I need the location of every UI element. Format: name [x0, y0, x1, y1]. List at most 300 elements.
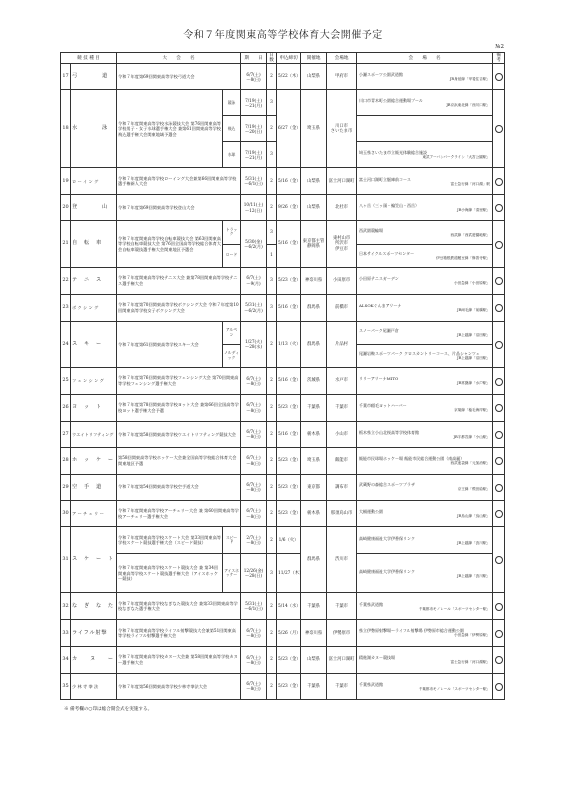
remarks-cell	[493, 447, 505, 474]
remarks-cell	[493, 368, 505, 395]
row-number: 25	[61, 368, 71, 395]
venue-station: JR京浜東北線「西川口駅」	[446, 103, 491, 108]
remarks-cell	[493, 64, 505, 90]
venue-station: 京葉線「稲毛海岸駅」	[454, 408, 491, 413]
remarks-cell	[493, 221, 505, 268]
venue-city: 千葉市	[327, 593, 357, 620]
venue-station: 西武線「西武遊園地駅」	[450, 232, 491, 237]
meet-name: 令和７年度関東高等学校カヌー大会兼 第58回関東高等学校カヌー選手権大会	[117, 647, 241, 674]
venue-city: 飯能市	[327, 447, 357, 474]
remarks-mark	[495, 510, 503, 518]
days-cell: 2	[267, 394, 277, 421]
meet-name: 令和７年度第78回関東高等学校ヨット大会 兼第66回全国高等学校ヨット選手権大会予選	[117, 394, 241, 421]
remarks-cell	[493, 321, 505, 368]
venue-name: 千葉県武道館	[359, 681, 384, 687]
dates-cell: 7/19(土) ～21(月)	[241, 142, 267, 168]
sub-event: ノルディック	[223, 344, 241, 367]
venue-city: 伊勢原市	[327, 620, 357, 647]
deadline-cell: 5/16（金）	[277, 221, 301, 268]
days-cell: 2	[267, 500, 277, 527]
days-cell: 3	[267, 90, 277, 116]
venue-station: 小田急線「小田原駅」	[454, 280, 491, 285]
venue-cell	[357, 64, 493, 90]
deadline-cell: 5/14（水）	[277, 593, 301, 620]
row-number: 34	[61, 647, 71, 674]
deadline-cell: 5/26（月）	[277, 620, 301, 647]
event-name: カ ヌ ー	[71, 647, 117, 674]
header-event: 競 技 種 目	[61, 53, 117, 64]
dates-cell: 6/7(土) ～8(日)	[241, 64, 267, 90]
venue-cell	[357, 244, 493, 267]
venue-city: 小田原市	[327, 267, 357, 294]
venue-cell	[357, 90, 493, 116]
header-days: 日数	[267, 53, 277, 64]
table-row	[61, 321, 505, 344]
venue-station: 西武池袋線「元加治駅」	[450, 460, 491, 465]
venue-cell	[357, 421, 493, 447]
header-dates: 期 日	[241, 53, 267, 64]
venue-cell	[357, 368, 493, 395]
remarks-mark	[495, 630, 503, 638]
remarks-mark	[495, 241, 503, 249]
event-name: テ ニ ス	[71, 267, 117, 294]
dates-cell: 5/30(金) ～6/2(月)	[241, 221, 267, 268]
row-number: 32	[61, 593, 71, 620]
deadline-cell: 11/27（木）	[277, 554, 301, 593]
table-header-row	[61, 53, 505, 64]
days-cell: 2	[267, 647, 277, 674]
event-name: ボ ク シ ン グ	[71, 294, 117, 321]
table-row	[61, 554, 505, 593]
remarks-cell	[493, 593, 505, 620]
sub-event: スピード	[223, 527, 241, 554]
remarks-cell	[493, 474, 505, 500]
days-cell: 2	[267, 593, 277, 620]
venue-name: 千葉県武道館	[359, 601, 384, 607]
venue-name: 千葉市稲毛ヨットハーバー	[359, 403, 407, 409]
venue-cell	[357, 500, 493, 527]
row-number: 35	[61, 673, 71, 699]
sub-event: トラック	[223, 221, 241, 244]
deadline-cell: 5/16（金）	[277, 368, 301, 395]
host-prefecture: 栃木県	[301, 500, 327, 527]
venue-cell	[357, 447, 493, 474]
event-name: 空 手 道	[71, 474, 117, 500]
host-prefecture: 東京都	[301, 474, 327, 500]
venue-name: スノーパーク尾瀬戸倉	[359, 327, 399, 333]
remarks-cell	[493, 421, 505, 447]
deadline-cell: 9/26（金）	[277, 195, 301, 221]
sub-event: アルペン	[223, 321, 241, 344]
remarks-cell	[493, 294, 505, 321]
footnote: ※ 備考欄の○印は総合開会式を実施する。	[64, 707, 153, 712]
host-prefecture: 群馬県	[301, 294, 327, 321]
remarks-mark	[495, 125, 503, 133]
deadline-cell: 6/27（金）	[277, 90, 301, 168]
venue-cell	[357, 221, 493, 244]
venue-cell	[357, 474, 493, 500]
dates-cell: 10/11(土) ～12(日)	[241, 195, 267, 221]
dates-cell: 5/31(土) ～6/1(日)	[241, 168, 267, 195]
row-number: 30	[61, 500, 71, 527]
row-number: 20	[61, 195, 71, 221]
remarks-cell	[493, 394, 505, 421]
meet-name: 令和７年度関東高等学校ライフル射撃競技大会兼第51回関東高等学校ライフル射撃選手権大会	[117, 620, 241, 647]
table-row	[61, 394, 505, 421]
event-name: ス ケ ー ト	[71, 527, 117, 593]
table-row	[61, 593, 505, 620]
days-cell: 3	[267, 142, 277, 168]
meet-name: 令和７年度第69回関東高等学校登山大会	[117, 195, 241, 221]
dates-cell: 6/7(土) ～8(日)	[241, 500, 267, 527]
venue-cell	[357, 142, 493, 168]
dates-cell: 5/31(土) ～6/2(月)	[241, 294, 267, 321]
sub-event: アイスホッケー	[223, 554, 241, 593]
table-row	[61, 647, 505, 674]
remarks-cell	[493, 673, 505, 699]
venue-name: 精進湖カヌー競技場	[359, 655, 396, 661]
venue-station: 富士急行線「河口湖」駅	[450, 181, 491, 186]
row-number: 21	[61, 221, 71, 268]
remarks-cell	[493, 647, 505, 674]
host-prefecture: 埼玉県	[301, 90, 327, 168]
host-prefecture: 栃木県	[301, 421, 327, 447]
page-number: №2	[495, 44, 504, 50]
event-name: ヨ ッ ト	[71, 394, 117, 421]
venue-name: ALSOKぐんまアリーナ	[359, 302, 402, 308]
table-row	[61, 168, 505, 195]
venue-station: JR小海線「清里駅」	[457, 207, 491, 212]
table-row	[61, 673, 505, 699]
venue-station: JR身延線「甲斐住吉駅」	[449, 77, 491, 82]
days-cell: 1	[267, 244, 277, 267]
remarks-mark	[495, 484, 503, 492]
remarks-mark	[495, 556, 503, 564]
venue-name: 小瀬スポーツ公園武道館	[359, 72, 403, 78]
venue-city: 那須烏山市	[327, 500, 357, 527]
table-row	[61, 527, 505, 554]
row-number: 17	[61, 64, 71, 90]
venue-station: 伊豆箱根鉄道駿豆線「修善寺駅」	[436, 255, 491, 260]
dates-cell: 6/7(土) ～8(日)	[241, 620, 267, 647]
venue-name: 高崎健康福祉大学伊香保リンク	[359, 535, 415, 541]
venue-name: 高崎健康福祉大学伊香保リンク	[359, 568, 415, 574]
host-prefecture: 東京都主管 静岡県	[301, 221, 327, 268]
row-number: 31	[61, 527, 71, 593]
dates-cell: 7/19(土) ～20(日)	[241, 116, 267, 142]
event-name: ス キ ー	[71, 321, 117, 368]
row-number: 23	[61, 294, 71, 321]
meet-name: 第58回関東高等学校ホッケー大会兼全国高等学校総合体育大会関東地区予選	[117, 447, 241, 474]
remarks-mark	[495, 73, 503, 81]
venue-name: 小田原テニスガーデン	[359, 275, 399, 281]
deadline-cell: 1/13（火）	[277, 321, 301, 368]
venue-cell	[357, 267, 493, 294]
venue-cell	[357, 168, 493, 195]
meet-name: 令和７年度第70回関東高等学校ボクシング大会 令和７年度第10回関東高等学校女子ボクシング大会	[117, 294, 241, 321]
venue-station: JR両毛線「前橋駅」	[457, 307, 491, 312]
table-row	[61, 195, 505, 221]
event-name: 水 泳	[71, 90, 117, 168]
remarks-mark	[495, 404, 503, 412]
days-cell: 2	[267, 368, 277, 395]
days-cell: 2	[267, 673, 277, 699]
event-name: 弓 道	[71, 64, 117, 90]
host-prefecture: 群馬県	[301, 527, 327, 593]
header-remarks: 備考	[493, 53, 505, 64]
venue-cell	[357, 394, 493, 421]
event-name: ウエイトリフティング	[71, 421, 117, 447]
meet-name: 令和７年度関東高等学校自転車競技大会 第63回関東高等学校自転車競技大会 第76回全国高等学校総合体育大会自転車競技選手権大会関東地区予選会	[117, 221, 223, 268]
sub-event: 競泳	[223, 90, 241, 116]
remarks-mark	[495, 341, 503, 349]
venue-city: 前橋市	[327, 294, 357, 321]
venue-city: 川口市 さいたま市	[327, 90, 357, 168]
venue-station: JR宇都宮線「小山駅」	[453, 434, 491, 439]
meet-name: 令和７年度第54回関東高等学校空手道大会	[117, 474, 241, 500]
table-row	[61, 421, 505, 447]
days-cell: 2	[267, 116, 277, 142]
venue-station: 京王線「飛田給駅」	[457, 487, 491, 492]
dates-cell: 6/7(土) ～8(日)	[241, 421, 267, 447]
deadline-cell: 5/16（金）	[277, 168, 301, 195]
dates-cell: 6/7(土) ～8(日)	[241, 368, 267, 395]
table-row	[61, 64, 505, 90]
venue-name: 大桶運動公園	[359, 508, 384, 514]
venue-city: 甲府市	[327, 64, 357, 90]
dates-cell: 6/7(土) ～8(日)	[241, 474, 267, 500]
event-name: フ ェ ン シ ン グ	[71, 368, 117, 395]
event-name: 少 林 寺 拳 法	[71, 673, 117, 699]
days-cell: 2	[267, 447, 277, 474]
event-name: ホ ッ ケ ー	[71, 447, 117, 474]
deadline-cell: 5/16（金）	[277, 294, 301, 321]
meet-name: 令和７年度関東高等学校水泳競技大会 第76回関東高等学校男子・女子水球選手権大会 兼第61回関東高等学校飛込選手権大会関東地域予選会	[117, 90, 223, 168]
remarks-cell	[493, 527, 505, 593]
deadline-cell: 5/22（木）	[277, 64, 301, 90]
remarks-mark	[495, 457, 503, 465]
dates-cell: 6/7(土) ～8(日)	[241, 394, 267, 421]
venue-cell	[357, 647, 493, 674]
venue-city: 富士河口湖町	[327, 168, 357, 195]
host-prefecture: 山梨県	[301, 647, 327, 674]
table-row	[61, 447, 505, 474]
event-name: 登 山	[71, 195, 117, 221]
venue-station: JR烏山線「烏山駅」	[457, 513, 491, 518]
deadline-cell: 1/6（火）	[277, 527, 301, 554]
table-row	[61, 500, 505, 527]
header-city: 会場地	[327, 53, 357, 64]
days-cell: 2	[267, 64, 277, 90]
meet-name: 令和７年度第69回関東高等学校弓道大会	[117, 64, 241, 90]
venue-city: 片品村	[327, 321, 357, 368]
deadline-cell: 5/16（金）	[277, 421, 301, 447]
remarks-mark	[495, 683, 503, 691]
deadline-cell: 5/23（金）	[277, 647, 301, 674]
meet-name: 令和７年度第76回関東高等学校フェンシング大会 第70回関東高等学校フェンシング選手権大会	[117, 368, 241, 395]
remarks-cell	[493, 195, 505, 221]
venue-station: JR上越線「沼田駅」	[457, 356, 491, 361]
row-number: 18	[61, 90, 71, 168]
meet-name: 令和７年度第58回関東高等学校ウエイトリフティング競技大会	[117, 421, 241, 447]
meet-name: 令和７年度関東高等学校テニス大会 兼第78回関東高等学校テニス選手権大会	[117, 267, 241, 294]
header-meet: 大 会 名	[117, 53, 241, 64]
row-number: 26	[61, 394, 71, 421]
venue-name: 尾瀬岩鞍スポーツパーク クロスカントリーコース、片品シャンツェ	[359, 351, 480, 357]
event-name: ア ー チ ェ リ ー	[71, 500, 117, 527]
table-row	[61, 474, 505, 500]
host-prefecture: 千葉県	[301, 593, 327, 620]
table-row	[61, 267, 505, 294]
dates-cell: 12/26(金) ～28(日)	[241, 554, 267, 593]
venue-cell	[357, 116, 493, 142]
host-prefecture: 群馬県	[301, 321, 327, 368]
header-venue: 会 場 名	[357, 53, 493, 64]
remarks-mark	[495, 603, 503, 611]
dates-cell: 1/27(火) ～28(水)	[241, 321, 267, 368]
venue-city: 千葉市	[327, 673, 357, 699]
meet-name: 令和７年度関東高等学校なぎなた競技大会 兼第33回関東高等学校なぎなた選手権大会	[117, 593, 241, 620]
venue-station: 千葉都市モノレール「スポーツセンター駅」	[418, 686, 491, 691]
days-cell: 2	[267, 474, 277, 500]
days-cell: 2	[267, 195, 277, 221]
venue-name: 西武園競輪場	[359, 227, 384, 233]
days-cell: 2	[267, 527, 277, 554]
venue-city: 小山市	[327, 421, 357, 447]
venue-cell	[357, 620, 493, 647]
header-deadline: 申込締切	[277, 53, 301, 64]
deadline-cell: 5/23（金）	[277, 500, 301, 527]
sub-event: 飛込	[223, 116, 241, 142]
row-number: 19	[61, 168, 71, 195]
venue-cell	[357, 673, 493, 699]
venue-name: 埼玉県さいたま市立飯光体験総合施設	[359, 150, 428, 156]
host-prefecture: 千葉県	[301, 394, 327, 421]
venue-station: 千葉都市モノレール「スポーツセンター駅」	[418, 606, 491, 611]
days-cell: 2	[267, 321, 277, 368]
table-row	[61, 90, 505, 116]
host-prefecture: 山梨県	[301, 168, 327, 195]
venue-cell	[357, 344, 493, 367]
meet-name: 令和７年度関東高等学校ローイング大会兼第66回関東高等学校選手権新人大会	[117, 168, 241, 195]
venue-cell	[357, 294, 493, 321]
dates-cell: 6/7(土) ～8(日)	[241, 647, 267, 674]
remarks-mark	[495, 277, 503, 285]
days-cell: 2	[267, 168, 277, 195]
remarks-mark	[495, 178, 503, 186]
sub-event: ロード	[223, 244, 241, 267]
row-number: 24	[61, 321, 71, 368]
event-name: な ぎ な た	[71, 593, 117, 620]
sub-event: 水球	[223, 142, 241, 168]
row-number: 29	[61, 474, 71, 500]
venue-name: 富士河口湖町立艇庫前コース	[359, 176, 411, 182]
table-row	[61, 368, 505, 395]
days-cell: 3	[267, 267, 277, 294]
row-number: 22	[61, 267, 71, 294]
remarks-mark	[495, 656, 503, 664]
document-title: 令和７年度関東高等学校体育大会開催予定	[183, 30, 383, 41]
venue-station: 小田急線「伊勢原駅」	[454, 633, 491, 638]
host-prefecture: 茨城県	[301, 368, 327, 395]
meet-name-2: 令和７年度関東高等学校スケート競技大会 兼 第34回関東高等学校スケート競技選手権大会（アイスホッケー競技）	[117, 554, 223, 593]
deadline-cell: 5/23（金）	[277, 267, 301, 294]
deadline-cell: 5/23（金）	[277, 474, 301, 500]
dates-cell: 6/7(土) ～9(月)	[241, 267, 267, 294]
remarks-cell	[493, 267, 505, 294]
venue-name: リリーアリーナMITO	[359, 376, 399, 382]
remarks-cell	[493, 620, 505, 647]
venue-city: 調布市	[327, 474, 357, 500]
meet-name: 令和７年度関東高等学校スケート大会 第33回関東高等学校スケート競技選手権大会（スピード競技）	[117, 527, 223, 554]
host-prefecture: 山梨県	[301, 195, 327, 221]
venue-city: 渋川市	[327, 527, 357, 593]
remarks-mark	[495, 378, 503, 386]
meet-name: 令和７年度第61回関東高等学校スキー大会	[117, 321, 223, 368]
host-prefecture: 山梨県	[301, 64, 327, 90]
remarks-cell	[493, 168, 505, 195]
venue-name: 八ヶ岳（三ッ頭・編笠山・西岳）	[359, 202, 420, 208]
remarks-mark	[495, 304, 503, 312]
dates-cell: 7/19(土) ～21(月)	[241, 90, 267, 116]
venue-name: 飯能市民球場ホッケー場 飯能市民総合運動公園（南高麗）	[359, 455, 465, 461]
days-cell: 3	[267, 221, 277, 244]
host-prefecture: 千葉県	[301, 673, 327, 699]
venue-city: 水戸市	[327, 368, 357, 395]
venue-name: 川口市青木町公園総合運動場プール	[359, 98, 423, 104]
dates-cell: 6/7(土) ～8(日)	[241, 673, 267, 699]
remarks-cell	[493, 90, 505, 168]
dates-cell: 5/31(土) ～6/1(日)	[241, 593, 267, 620]
deadline-cell: 5/23（金）	[277, 673, 301, 699]
venue-cell	[357, 554, 493, 593]
venue-city: 千葉市	[327, 394, 357, 421]
host-prefecture: 埼玉県	[301, 447, 327, 474]
venue-cell	[357, 321, 493, 344]
row-number: 33	[61, 620, 71, 647]
remarks-mark	[495, 204, 503, 212]
venue-station: JR上越線「沼田駅」	[457, 332, 491, 337]
venue-city: 北杜市	[327, 195, 357, 221]
days-cell: 2	[267, 421, 277, 447]
dates-cell: 2/7(土) ～8(日)	[241, 527, 267, 554]
meet-name: 令和７年度関東高等学校アーチェリー大会 兼 第60回関東高等学校アーチェリー選手権大会	[117, 500, 241, 527]
dates-cell: 6/7(土) ～8(日)	[241, 447, 267, 474]
venue-cell	[357, 195, 493, 221]
venue-station: JR常磐線「水戸駅」	[457, 381, 491, 386]
row-number: 28	[61, 447, 71, 474]
meet-name: 令和７年度第56回関東高等学校少林寺拳法大会	[117, 673, 241, 699]
host-prefecture: 神奈川県	[301, 267, 327, 294]
host-prefecture: 神奈川県	[301, 620, 327, 647]
days-cell: 2	[267, 620, 277, 647]
venue-cell	[357, 527, 493, 554]
event-name: ロ ー イ ン グ	[71, 168, 117, 195]
venue-name: 栃木県立小山北桜高等学校体育館	[359, 429, 420, 435]
venue-station: JR上越線「渋川駅」	[457, 573, 491, 578]
table-row	[61, 221, 505, 244]
venue-name: 日本サイクルスポーツセンター	[359, 250, 415, 256]
venue-station: 富士急行線「河口湖駅」	[450, 660, 491, 665]
event-name: 自 転 車	[71, 221, 117, 268]
days-cell: 3	[267, 294, 277, 321]
venue-name: 県立伊勢原射撃場～ライフル射撃場 伊勢原市総合運動公園	[359, 628, 464, 634]
header-host: 開催地	[301, 53, 327, 64]
days-cell: 3	[267, 554, 277, 593]
remarks-mark	[495, 431, 503, 439]
venue-station: JR上越線「渋川駅」	[457, 540, 491, 545]
table-row	[61, 620, 505, 647]
